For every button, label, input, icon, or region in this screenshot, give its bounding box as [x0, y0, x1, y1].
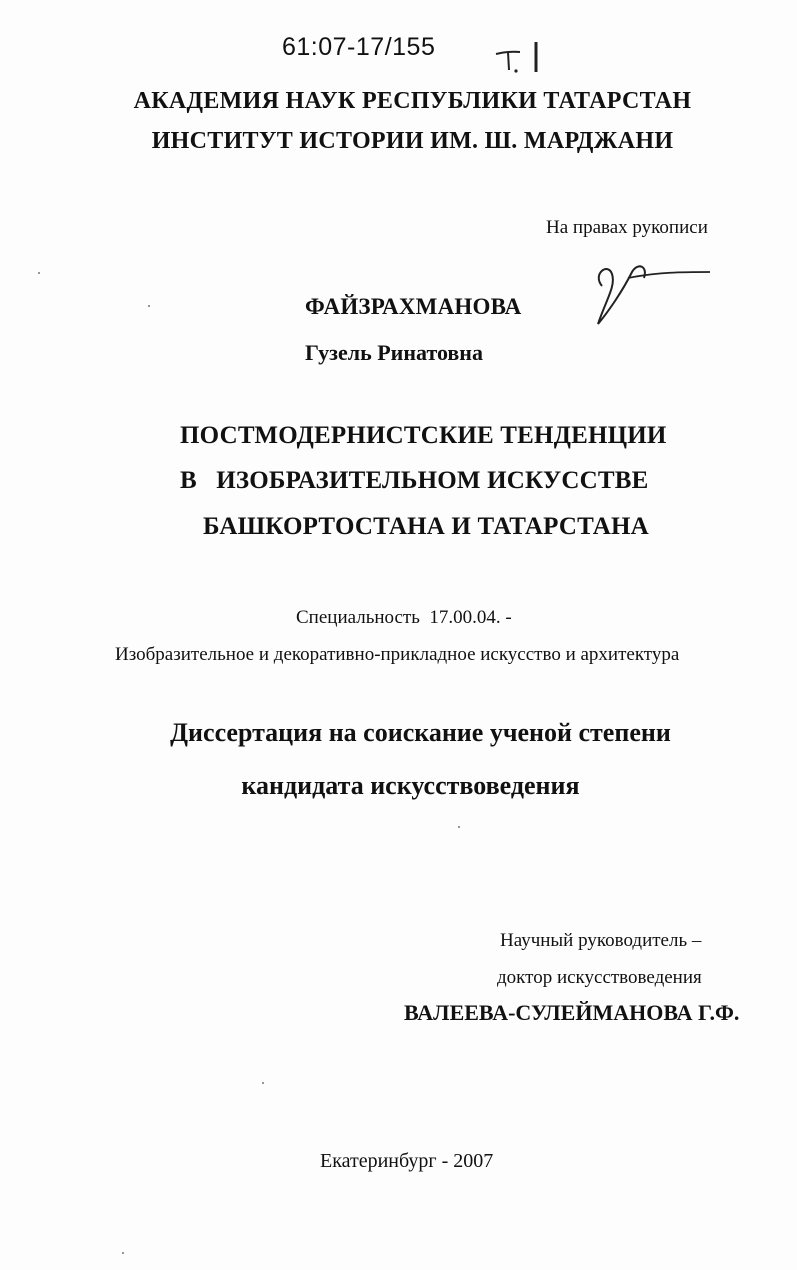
advisor-degree: доктор искусствоведения — [497, 967, 702, 988]
catalog-number: 61:07-17/155 — [282, 33, 436, 61]
title-line-2: В ИЗОБРАЗИТЕЛЬНОМ ИСКУССТВЕ — [180, 467, 649, 494]
city-year: Екатеринбург - 2007 — [320, 1150, 494, 1172]
scan-speck — [148, 305, 150, 307]
rights-note: На правах рукописи — [546, 217, 708, 238]
scan-speck — [458, 826, 460, 828]
title-line-3: БАШКОРТОСТАНА И ТАТАРСТАНА — [203, 513, 649, 540]
handwritten-signature — [588, 252, 718, 334]
advisor-label: Научный руководитель – — [500, 930, 702, 951]
scan-speck — [122, 1252, 124, 1254]
handwritten-note — [492, 38, 552, 78]
author-given-name: Гузель Ринатовна — [305, 340, 483, 365]
organization-institute: ИНСТИТУТ ИСТОРИИ ИМ. Ш. МАРДЖАНИ — [151, 128, 674, 154]
scan-speck — [38, 272, 40, 274]
specialty-description: Изобразительное и декоративно-прикладное искусство и архитектура — [115, 644, 680, 665]
scan-speck — [262, 1082, 264, 1084]
organization-academy: АКАДЕМИЯ НАУК РЕСПУБЛИКИ ТАТАРСТАН — [133, 88, 692, 114]
dissertation-line-2: кандидата искусствоведения — [241, 771, 580, 800]
title-line-1: ПОСТМОДЕРНИСТСКИЕ ТЕНДЕНЦИИ — [180, 422, 667, 449]
specialty-code: Специальность 17.00.04. - — [296, 607, 512, 628]
author-surname: ФАЙЗРАХМАНОВА — [305, 294, 522, 319]
dissertation-line-1: Диссертация на соискание ученой степени — [170, 718, 671, 747]
advisor-name: ВАЛЕЕВА-СУЛЕЙМАНОВА Г.Ф. — [404, 1000, 740, 1025]
